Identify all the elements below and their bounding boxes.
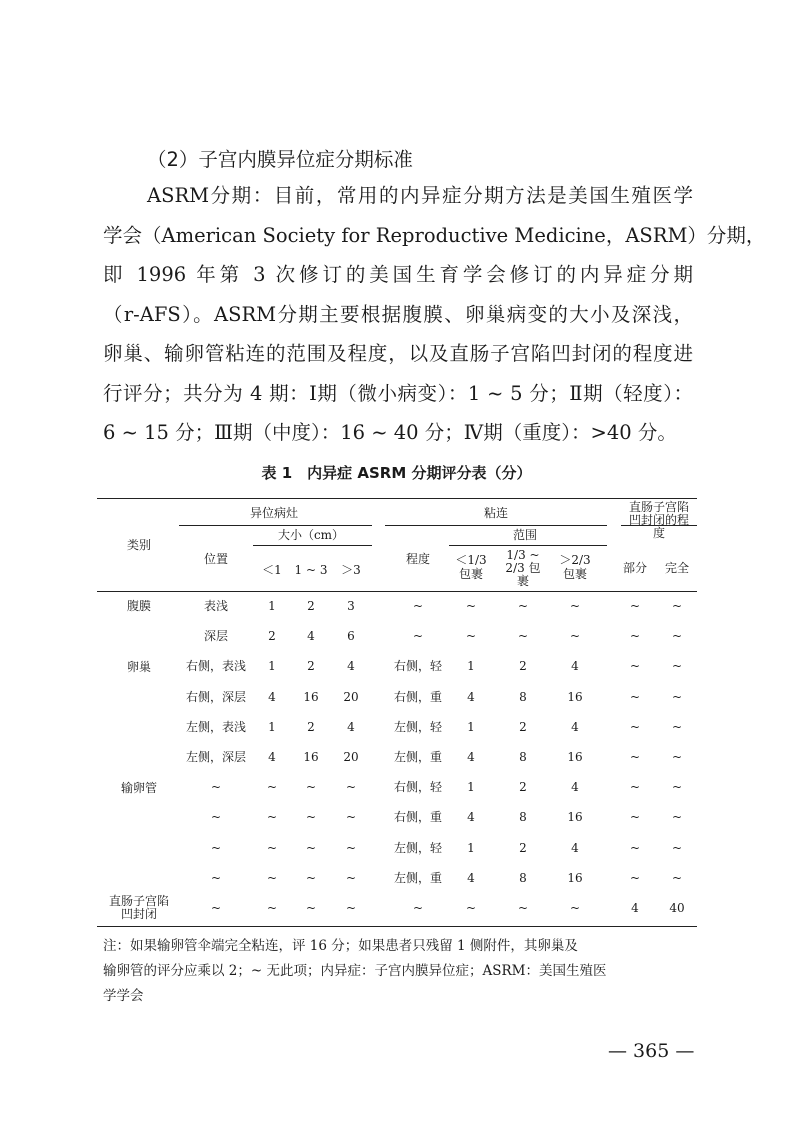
table-cell: 16 (303, 689, 319, 704)
table-cell: ~ (210, 901, 222, 915)
table-cell: ~ (210, 840, 222, 855)
table-cell: ~ (629, 719, 641, 734)
table-cell: 1 (467, 840, 475, 855)
table-cell: 16 (567, 870, 583, 885)
table-cell: ~ (569, 599, 581, 613)
table-cell: 1 (268, 659, 276, 674)
header-rule (179, 525, 372, 526)
note-line: 注：如果输卵管伞端完全粘连，评 16 分；如果患者只残留 1 侧附件，其卵巢及 (103, 938, 578, 954)
table-cell: 4 (571, 719, 579, 734)
table-cell: ~ (345, 810, 357, 825)
table-cell: 4 (307, 629, 315, 644)
header-complete: 完全 (664, 561, 690, 575)
table-cell: 8 (519, 810, 527, 825)
header-rule (385, 525, 607, 526)
body-line: 即 1996 年第 3 次修订的美国生育学会修订的内异症分期 (103, 263, 693, 286)
table-cell: ~ (629, 780, 641, 795)
category-tube: 输卵管 (120, 781, 158, 795)
table-cell: ~ (629, 810, 641, 825)
table-cell: ~ (465, 629, 477, 644)
table-cell: ~ (266, 840, 278, 855)
table-caption: 表 1 内异症 ASRM 分期评分表（分） (261, 464, 532, 482)
table-cell: 表浅 (203, 599, 229, 613)
header-range-col: ＞2/3 (559, 553, 591, 567)
table-cell: 20 (343, 750, 359, 764)
table-cell: 右侧，重 (393, 689, 443, 704)
page-number: — 365 — (608, 1040, 695, 1062)
table-cell: 4 (467, 750, 475, 764)
header-size-col: 1 ~ 3 (294, 563, 328, 577)
table-cell: 右侧，深层 (185, 689, 247, 704)
table-cell: 16 (567, 810, 583, 825)
table-cell: 右侧，轻 (393, 780, 443, 795)
header-range-col: 裹 (516, 574, 530, 588)
score-table (97, 498, 697, 928)
table-cell: 2 (307, 659, 315, 674)
table-cell: 2 (519, 780, 527, 795)
table-cell: ~ (629, 840, 641, 855)
header-size-col: ＞3 (341, 563, 361, 577)
table-cell: 1 (467, 719, 475, 734)
table-cell: ~ (465, 599, 477, 613)
table-cell: ~ (671, 840, 683, 855)
table-cell: 4 (268, 750, 276, 764)
table-cell: ~ (671, 629, 683, 644)
table-cell: ~ (629, 750, 641, 764)
header-range: 范围 (512, 528, 538, 542)
note-line: 学学会 (103, 988, 144, 1004)
table-cell: 1 (268, 719, 276, 734)
table-cell: ~ (465, 901, 477, 915)
header-category: 类别 (126, 538, 152, 552)
header-range-col: 包裹 (458, 567, 484, 581)
body-line: 6 ~ 15 分；Ⅲ期（中度）：16 ~ 40 分；Ⅳ期（重度）：>40 分。 (103, 421, 677, 444)
table-cell: 右侧，重 (393, 810, 443, 825)
table-cell: ~ (305, 840, 317, 855)
table-cell: 深层 (203, 629, 229, 644)
table-cell: ~ (412, 629, 424, 644)
table-cell: ~ (266, 901, 278, 915)
table-cell: ~ (210, 870, 222, 885)
header-cul-de-sac: 度 (652, 526, 666, 540)
table-cell: 6 (347, 629, 355, 644)
table-cell: 16 (567, 689, 583, 704)
table-cell: ~ (266, 810, 278, 825)
table-top-rule (97, 498, 697, 499)
table-cell: 4 (631, 901, 639, 915)
table-cell: ~ (345, 780, 357, 795)
table-cell: ~ (305, 780, 317, 795)
table-cell: ~ (569, 629, 581, 644)
body-line: 学会（American Society for Reproductive Medicine，ASRM）分期， (103, 223, 766, 247)
header-range-col: 包裹 (562, 567, 588, 581)
table-cell: ~ (671, 689, 683, 704)
note-line: 输卵管的评分应乘以 2；~ 无此项；内异症：子宫内膜异位症；ASRM：美国生殖医 (103, 963, 607, 979)
table-cell: 4 (571, 780, 579, 795)
header-lesion: 异位病灶 (249, 506, 299, 520)
table-cell: ~ (345, 840, 357, 855)
table-cell: ~ (305, 870, 317, 885)
table-cell: ~ (305, 810, 317, 825)
table-cell: ~ (345, 901, 357, 915)
table-cell: 8 (519, 750, 527, 764)
header-size: 大小（cm） (277, 528, 345, 542)
table-cell: 左侧，重 (393, 750, 443, 764)
table-cell: ~ (629, 629, 641, 644)
header-partial: 部分 (622, 561, 648, 575)
table-cell: ~ (266, 780, 278, 795)
table-cell: 右侧，表浅 (185, 659, 247, 674)
table-cell: ~ (345, 870, 357, 885)
category-peritoneum: 腹膜 (126, 599, 152, 613)
header-rule (449, 545, 607, 546)
header-cul-de-sac: 凹封闭的程 (628, 513, 690, 527)
header-range-col: 2/3 包 (505, 561, 541, 575)
table-cell: 16 (303, 750, 319, 764)
table-cell: ~ (629, 870, 641, 885)
table-cell: ~ (629, 599, 641, 613)
table-cell: 2 (268, 629, 276, 644)
table-cell: 4 (571, 840, 579, 855)
table-cell: ~ (517, 599, 529, 613)
table-cell: 2 (307, 599, 315, 613)
table-cell: ~ (412, 901, 424, 915)
table-cell: 4 (467, 689, 475, 704)
header-bottom-rule (97, 591, 697, 592)
table-cell: 20 (343, 689, 359, 704)
table-cell: ~ (629, 689, 641, 704)
category-ovary: 卵巢 (126, 660, 152, 674)
table-cell: 2 (519, 840, 527, 855)
header-range-col: 1/3 ~ (506, 548, 540, 562)
table-cell: ~ (412, 599, 424, 613)
body-line: ASRM分期：目前，常用的内异症分期方法是美国生殖医学 (147, 184, 693, 207)
table-cell: ~ (671, 870, 683, 885)
table-cell: 右侧，轻 (393, 659, 443, 674)
category-cul-de-sac: 直肠子宫陷 (108, 894, 170, 908)
table-cell: 左侧，深层 (185, 750, 247, 764)
table-cell: ~ (266, 870, 278, 885)
header-size-col: ＜1 (262, 563, 282, 577)
table-cell: 4 (571, 659, 579, 674)
table-cell: ~ (210, 780, 222, 795)
table-cell: 4 (268, 689, 276, 704)
table-cell: ~ (517, 901, 529, 915)
table-bottom-rule (97, 926, 697, 927)
table-cell: 左侧，轻 (393, 719, 443, 734)
table-cell: ~ (517, 629, 529, 644)
table-cell: ~ (671, 750, 683, 764)
table-cell: 3 (347, 599, 355, 613)
body-line: 卵巢、输卵管粘连的范围及程度，以及直肠子宫陷凹封闭的程度进 (103, 342, 693, 365)
table-cell: 1 (467, 659, 475, 674)
table-cell: 8 (519, 870, 527, 885)
table-cell: ~ (671, 659, 683, 674)
header-rule (253, 545, 372, 546)
table-cell: ~ (671, 599, 683, 613)
table-cell: 40 (669, 901, 685, 915)
table-cell: ~ (629, 659, 641, 674)
table-cell: ~ (671, 780, 683, 795)
table-cell: 左侧，重 (393, 870, 443, 885)
table-cell: 2 (307, 719, 315, 734)
table-cell: ~ (671, 719, 683, 734)
table-cell: 2 (519, 719, 527, 734)
header-adhesion: 粘连 (483, 506, 509, 520)
header-range-col: ＜1/3 (455, 553, 487, 567)
table-cell: ~ (569, 901, 581, 915)
table-cell: ~ (210, 810, 222, 825)
table-note (103, 934, 695, 1009)
table-cell: 4 (467, 810, 475, 825)
table-cell: 4 (467, 870, 475, 885)
table-cell: 2 (519, 659, 527, 674)
body-line: 行评分；共分为 4 期：Ⅰ期（微小病变）：1 ~ 5 分；Ⅱ期（轻度）： (103, 381, 693, 405)
table-cell: 1 (268, 599, 276, 613)
table-cell: 8 (519, 689, 527, 704)
header-cul-de-sac: 直肠子宫陷 (628, 500, 690, 514)
header-degree: 程度 (405, 552, 431, 566)
table-cell: 1 (467, 780, 475, 795)
header-position: 位置 (203, 552, 229, 566)
category-cul-de-sac: 凹封闭 (120, 907, 158, 921)
section-heading: （2）子宫内膜异位症分期标准 (147, 148, 413, 171)
table-cell: 左侧，表浅 (185, 719, 247, 734)
table-cell: 4 (347, 659, 355, 674)
table-cell: 左侧，轻 (393, 840, 443, 855)
body-line: （r-AFS）。ASRM分期主要根据腹膜、卵巢病变的大小及深浅， (103, 302, 693, 326)
table-cell: 16 (567, 750, 583, 764)
table-cell: ~ (305, 901, 317, 915)
table-cell: 4 (347, 719, 355, 734)
table-cell: ~ (671, 810, 683, 825)
